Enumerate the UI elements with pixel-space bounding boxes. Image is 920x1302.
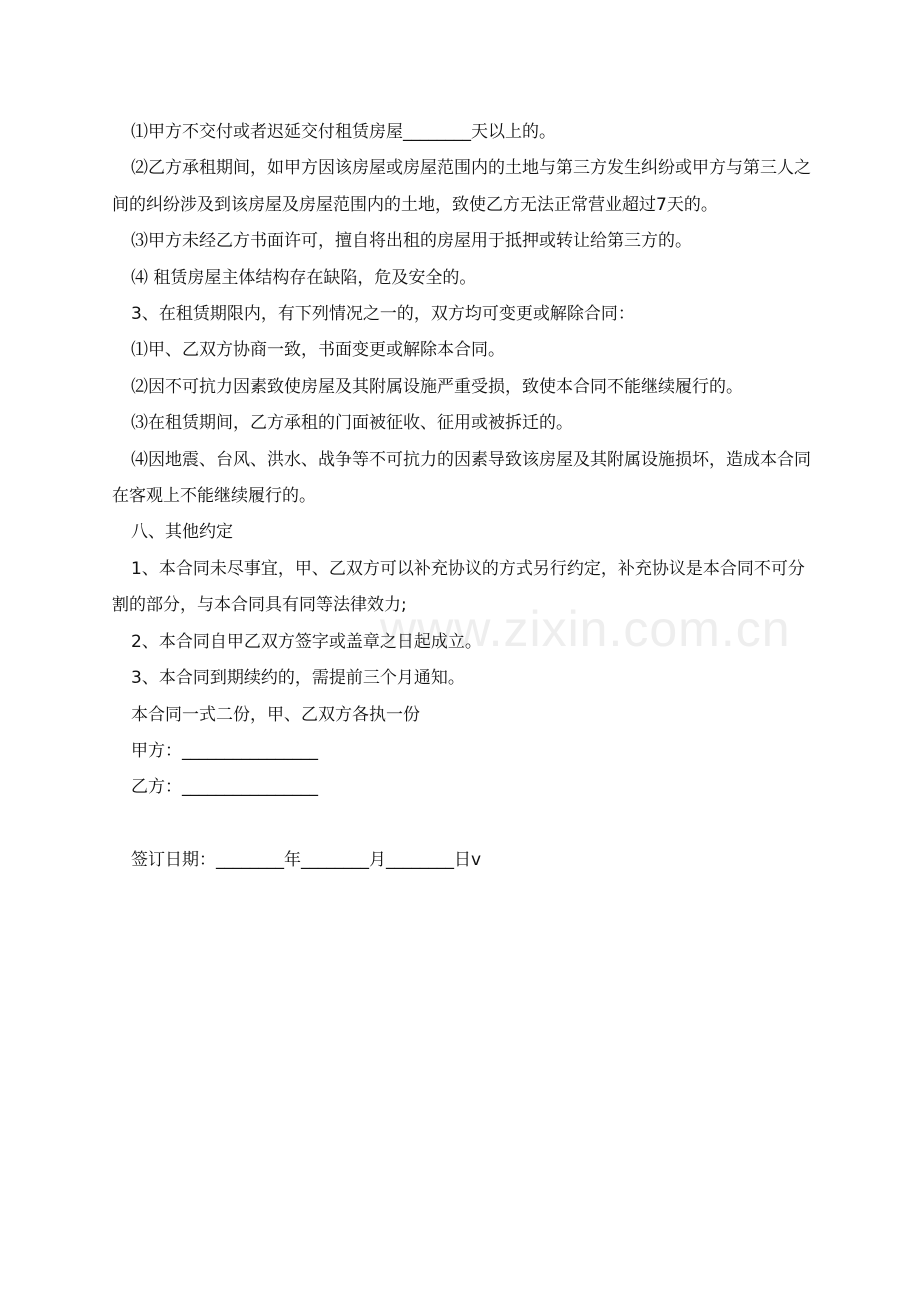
clause-item-5: ⑴甲、乙双方协商一致，书面变更或解除本合同。 [131,340,505,361]
copies-statement: 本合同一式二份，甲、乙双方各执一份 [131,704,420,725]
watermark: www.zixin.com.cn [380,601,791,657]
other-clause-3: 3、本合同到期续约的，需提前三个月通知。 [131,668,465,689]
blank-spacer [112,806,812,842]
clause-item-6: ⑵因不可抗力因素致使房屋及其附属设施严重受损，致使本合同不能继续履行的。 [131,376,743,397]
clause-item-7: ⑶在租赁期间，乙方承租的门面被征收、征用或被拆迁的。 [131,413,573,434]
section-heading-other: 八、其他约定 [131,522,233,543]
other-clause-2: 2、本合同自甲乙双方签字或盖章之日起成立。 [131,631,482,652]
other-clause-1: 1、本合同未尽事宜，甲、乙双方可以补充协议的方式另行约定，补充协议是本合同不可分割的部分，与本合同具有同等法律效力; [112,558,805,616]
party-a-signature-line: 甲方：________________ [131,740,318,761]
document-body [112,114,812,878]
clause-item-2: ⑵乙方承租期间，如甲方因该房屋或房屋范围内的土地与第三方发生纠纷或甲方与第三人之间的纠纷涉及到该房屋及房屋范围内的土地，致使乙方无法正常营业超过7天的。 [112,158,811,215]
party-b-signature-line: 乙方：________________ [131,777,318,798]
clause-item-1: ⑴甲方不交付或者迟延交付租赁房屋________天以上的。 [131,122,556,142]
signing-date-line: 签订日期：________年________月________日v [131,849,482,870]
clause-item-3: ⑶甲方未经乙方书面许可，擅自将出租的房屋用于抵押或转让给第三方的。 [131,231,692,252]
clause-item-4: ⑷ 租赁房屋主体结构存在缺陷，危及安全的。 [131,267,477,288]
clause-heading-3: 3、在租赁期限内，有下列情况之一的，双方均可变更或解除合同： [131,304,635,325]
clause-item-8: ⑷因地震、台风、洪水、战争等不可抗力的因素导致该房屋及其附属设施损坏，造成本合同在客观上不能继续履行的。 [112,449,811,507]
